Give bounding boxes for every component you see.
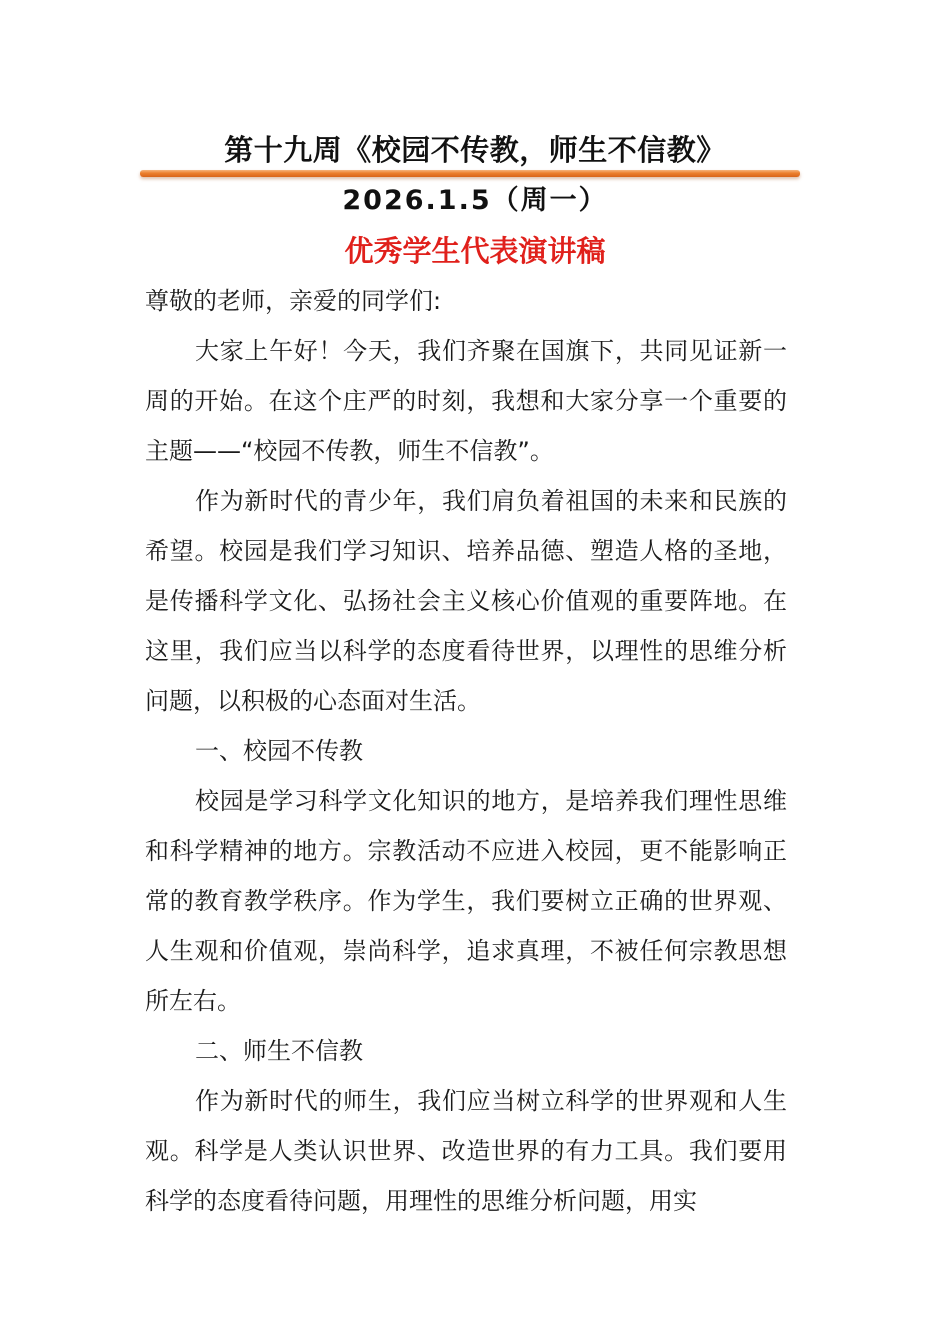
section-heading-1: 一、校园不传教	[195, 737, 363, 765]
section-heading-2: 二、师生不信教	[195, 1037, 363, 1065]
paragraph-campus: 校园是学习科学文化知识的地方，是培养我们理性思维和科学精神的地方。宗教活动不应进入校园，更不能影响正常的教育教学秩序。作为学生，我们要树立正确的世界观、人生观和价值观，崇尚科学，追求真理，不被任何宗教思想所左右。	[145, 787, 787, 1015]
document-subtitle: 优秀学生代表演讲稿	[344, 234, 606, 268]
speech-body	[145, 276, 787, 1226]
paragraph-teachers-students: 作为新时代的师生，我们应当树立科学的世界观和人生观。科学是人类认识世界、改造世界的有力工具。我们要用科学的态度看待问题，用理性的思维分析问题，用实	[145, 1087, 787, 1215]
paragraph-youth: 作为新时代的青少年，我们肩负着祖国的未来和民族的希望。校园是我们学习知识、培养品德、塑造人格的圣地，是传播科学文化、弘扬社会主义核心价值观的重要阵地。在这里，我们应当以科学的态度看待世界，以理性的思维分析问题，以积极的心态面对生活。	[145, 487, 787, 715]
document-title: 第十九周《校园不传教，师生不信教》	[224, 133, 726, 167]
greeting: 尊敬的老师，亲爱的同学们:	[145, 287, 442, 315]
document-date: 2026.1.5（周一）	[342, 185, 608, 216]
title-underline	[140, 170, 800, 177]
paragraph-opening: 大家上午好！今天，我们齐聚在国旗下，共同见证新一周的开始。在这个庄严的时刻，我想和大家分享一个重要的主题——“校园不传教，师生不信教”。	[145, 337, 787, 465]
